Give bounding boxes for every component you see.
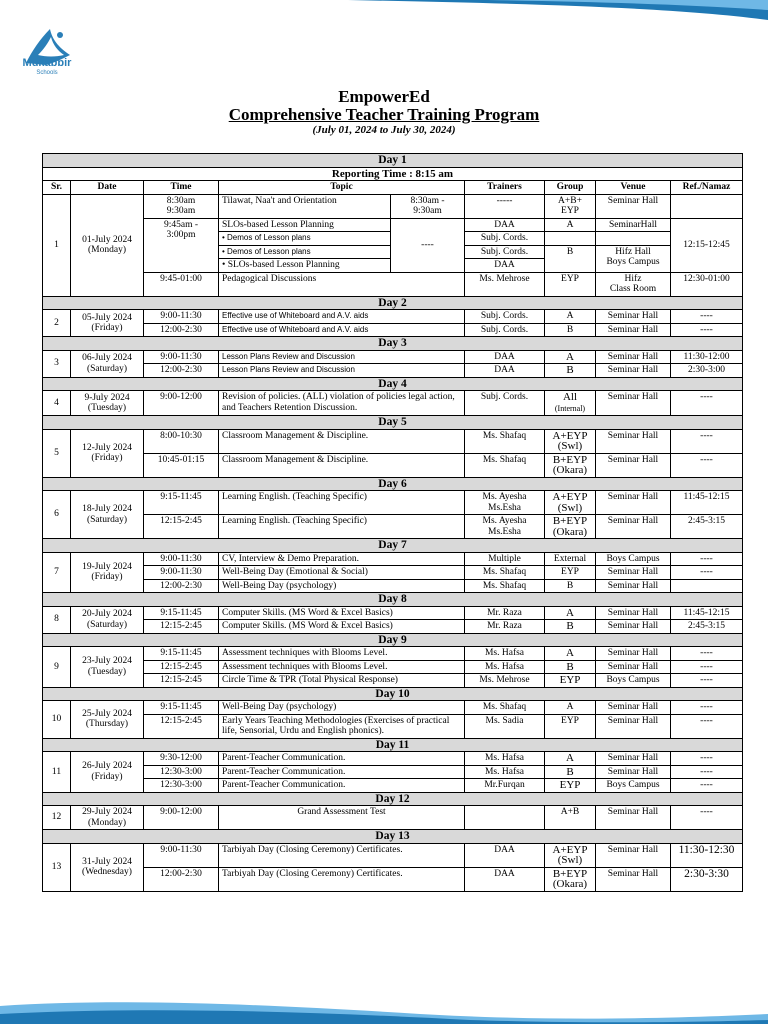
day-header: Day 7 [43,539,743,553]
col-sr: Sr. [43,181,71,195]
day-header: Day 11 [43,738,743,752]
table-row: 4 9-July 2024 (Tuesday) 9:00-12:00 Revision of policies. (ALL) violation of policies legal action, and Teachers Retention Discussion. Subj. Cords. All (Internal) Seminar Hall ---- [43,391,743,416]
bottom-wave-decoration [0,984,768,1024]
table-row: 10 25-July 2024 (Thursday) 9:15-11:45 Well-Being Day (psychology) Ms. Shafaq A Seminar Hall ---- [43,701,743,715]
day-header: Day 4 [43,377,743,391]
table-row: 12:15-2:45 Circle Time & TPR (Total Physical Response) Ms. Mehrose EYP Boys Campus ---- [43,674,743,688]
table-row: 3 06-July 2024 (Saturday) 9:00-11:30 Lesson Plans Review and Discussion DAA A Seminar Hall 11:30-12:00 [43,350,743,364]
table-row: 6 18-July 2024 (Saturday) 9:15-11:45 Learning English. (Teaching Specific) Ms. Ayesha Ms.Esha A+EYP (Swl) Seminar Hall 11:45-12:15 [43,491,743,515]
table-row: 13 31-July 2024 (Wednesday) 9:00-11:30 Tarbiyah Day (Closing Ceremony) Certificates. DAA A+EYP (Swl) Seminar Hall 11:30-12:30 [43,843,743,867]
day-header: Day 13 [43,830,743,844]
page-title: EmpowerEd [338,87,430,106]
table-row: 5 12-July 2024 (Friday) 8:00-10:30 Classroom Management & Discipline. Ms. Shafaq A+EYP (Swl) Seminar Hall ---- [43,429,743,453]
day-header: Day 6 [43,477,743,491]
col-date: Date [71,181,144,195]
table-row: 9:45-01:00 Pedagogical Discussions Ms. Mehrose EYP Hifz Class Room 12:30-01:00 [43,272,743,296]
table-row: • Demos of Lesson plans Subj. Cords. [43,232,743,246]
table-row: 12:15-2:45 Computer Skills. (MS Word & Excel Basics) Mr. Raza B Seminar Hall 2:45-3:15 [43,620,743,634]
col-venue: Venue [596,181,671,195]
schedule-table [42,153,743,892]
table-row: 9:45am - 3:00pm SLOs-based Lesson Planning ---- DAA A SeminarHall 12:15-12:45 [43,218,743,232]
day-header: Day 2 [43,296,743,310]
page-dates: (July 01, 2024 to July 30, 2024) [312,124,456,136]
logo-name: Mukabbir [22,57,72,69]
table-row: 9 23-July 2024 (Tuesday) 9:15-11:45 Assessment techniques with Blooms Level. Ms. Hafsa A Seminar Hall ---- [43,647,743,661]
col-ref: Ref./Namaz [671,181,743,195]
day-header: Day 5 [43,416,743,430]
table-row: • SLOs-based Lesson Planning DAA [43,259,743,273]
table-row: 1 01-July 2024 (Monday) 8:30am 9:30am Tilawat, Naa't and Orientation 8:30am - 9:30am ----- A+B+ EYP Seminar Hall [43,194,743,218]
day-header: Day 3 [43,337,743,351]
table-row: 2 05-July 2024 (Friday) 9:00-11:30 Effective use of Whiteboard and A.V. aids Subj. Cords. A Seminar Hall ---- [43,310,743,324]
col-time: Time [144,181,219,195]
col-topic: Topic [219,181,465,195]
table-row: 12:15-2:45 Learning English. (Teaching Specific) Ms. Ayesha Ms.Esha B+EYP (Okara) Seminar Hall 2:45-3:15 [43,515,743,539]
table-row: 12:30-3:00 Parent-Teacher Communication. Ms. Hafsa B Seminar Hall ---- [43,765,743,779]
day-header: Day 12 [43,792,743,806]
day-header: Day 9 [43,633,743,647]
page-subtitle: Comprehensive Teacher Training Program [228,105,540,124]
table-row: 12:00-2:30 Well-Being Day (psychology) Ms. Shafaq B Seminar Hall [43,579,743,593]
table-row: 12:30-3:00 Parent-Teacher Communication. Mr.Furqan EYP Boys Campus ---- [43,779,743,793]
mukabbir-logo-icon [18,10,78,90]
col-group: Group [545,181,596,195]
day-header: Day 10 [43,687,743,701]
table-row: 7 19-July 2024 (Friday) 9:00-11:30 CV, Interview & Demo Preparation. Multiple External Boys Campus ---- [43,552,743,566]
reporting-row: Reporting Time : 8:15 am [43,167,743,181]
table-row: 12:00-2:30 Lesson Plans Review and Discussion DAA B Seminar Hall 2:30-3:00 [43,364,743,378]
day-header: Day 8 [43,593,743,607]
table-row: 12:00-2:30 Effective use of Whiteboard and A.V. aids Subj. Cords. B Seminar Hall ---- [43,323,743,337]
table-row: 12:15-2:45 Early Years Teaching Methodologies (Exercises of practical life, Sensorial, Urdu and English phonics). Ms. Sadia EYP Seminar Hall ---- [43,714,743,738]
table-row: 11 26-July 2024 (Friday) 9:30-12:00 Parent-Teacher Communication. Ms. Hafsa A Seminar Hall ---- [43,752,743,766]
table-row: 8 20-July 2024 (Saturday) 9:15-11:45 Computer Skills. (MS Word & Excel Basics) Mr. Raza A Seminar Hall 11:45-12:15 [43,606,743,620]
table-row: • Demos of Lesson plans Subj. Cords. B Hifz Hall Boys Campus [43,245,743,259]
schedule-rest [43,296,743,891]
table-row: 10:45-01:15 Classroom Management & Discipline. Ms. Shafaq B+EYP (Okara) Seminar Hall ---- [43,453,743,477]
table-row: 12 29-July 2024 (Monday) 9:00-12:00 Grand Assessment Test A+B Seminar Hall ---- [43,806,743,830]
top-wave-decoration [348,0,768,28]
table-row: 12:15-2:45 Assessment techniques with Blooms Level. Ms. Hafsa B Seminar Hall ---- [43,660,743,674]
col-trainers: Trainers [465,181,545,195]
column-headers [43,181,743,195]
table-row: 9:00-11:30 Well-Being Day (Emotional & Social) Ms. Shafaq EYP Seminar Hall ---- [43,566,743,580]
day-header: Day 1 [43,154,743,168]
logo-sub: Schools [36,70,58,76]
table-row: 12:00-2:30 Tarbiyah Day (Closing Ceremony) Certificates. DAA B+EYP (Okara) Seminar Hall 2:30-3:30 [43,867,743,891]
